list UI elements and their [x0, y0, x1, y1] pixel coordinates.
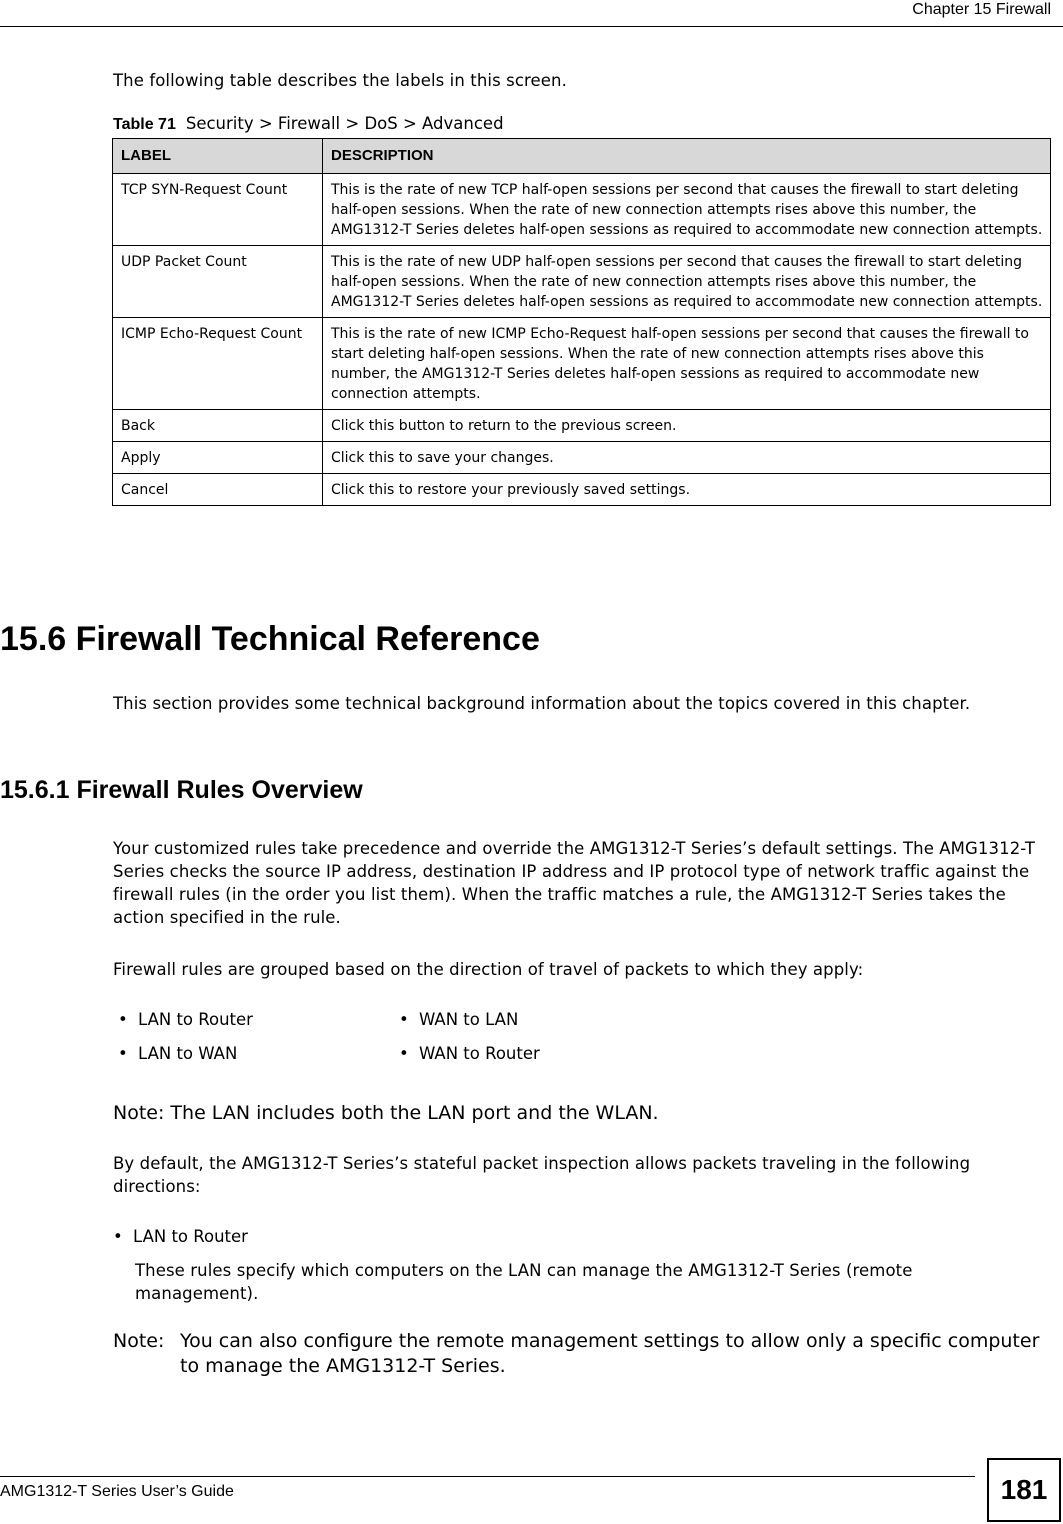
- direction-item: • WAN to LAN: [399, 1008, 518, 1031]
- note-remote-management: [113, 1329, 1048, 1379]
- page-number: 181: [987, 1458, 1061, 1522]
- row-description: This is the rate of new ICMP Echo-Request half-open sessions per second that causes the firewall to start deleting half-open sessions. When the rate of new connection attempts rises above this number, the AMG1312-T Series deletes half-open sessions as required to accommodate new connection attempts.: [323, 318, 1051, 410]
- row-label: ICMP Echo-Request Count: [113, 318, 323, 410]
- row-description: Click this to save your changes.: [323, 442, 1051, 474]
- row-label: TCP SYN-Request Count: [113, 174, 323, 246]
- table-row: [113, 318, 1051, 410]
- note-lan: Note: The LAN includes both the LAN port and the WLAN.: [113, 1102, 659, 1124]
- default-direction-item: • LAN to Router: [113, 1225, 248, 1248]
- section-heading: 15.6 Firewall Technical Reference: [0, 620, 540, 658]
- direction-item: • LAN to WAN: [118, 1042, 237, 1065]
- note-prefix: Note:: [113, 1330, 165, 1352]
- table-title: Security > Firewall > DoS > Advanced: [185, 114, 504, 133]
- table-row: [113, 474, 1051, 506]
- table-row: [113, 174, 1051, 246]
- row-description: Click this to restore your previously saved settings.: [323, 474, 1051, 506]
- table-row: [113, 442, 1051, 474]
- grouping-paragraph: Firewall rules are grouped based on the direction of travel of packets to which they apply:: [113, 960, 864, 979]
- footer-divider: [0, 1476, 975, 1477]
- row-label: Back: [113, 410, 323, 442]
- rules-paragraph: Your customized rules take precedence and override the AMG1312-T Series’s default settings. The AMG1312-T Series checks the source IP address, destination IP address and IP protocol type of network traffic against the firewall rules (in the order you list them). When the traffic matches a rule, the AMG1312-T Series takes the action specified in the rule.: [113, 839, 1036, 927]
- table-number: Table 71: [113, 116, 176, 133]
- header-divider: [0, 26, 1063, 27]
- default-direction-description: These rules specify which computers on the LAN can manage the AMG1312-T Series (remote management).: [135, 1261, 913, 1303]
- row-label: Cancel: [113, 474, 323, 506]
- default-paragraph: By default, the AMG1312-T Series’s stateful packet inspection allows packets traveling in the following directions:: [113, 1154, 971, 1196]
- table-row: [113, 246, 1051, 318]
- row-label: Apply: [113, 442, 323, 474]
- intro-text: The following table describes the labels in this screen.: [113, 71, 567, 90]
- column-header-label: LABEL: [113, 139, 323, 174]
- chapter-header: Chapter 15 Firewall: [912, 1, 1051, 18]
- table-caption: [113, 114, 504, 135]
- subsection-heading: 15.6.1 Firewall Rules Overview: [0, 776, 363, 804]
- row-description: This is the rate of new UDP half-open sessions per second that causes the firewall to start deleting half-open sessions. When the rate of new connection attempts rises above this number, the AMG1312-T Series deletes half-open sessions as required to accommodate new connection attempts.: [323, 246, 1051, 318]
- section-intro: This section provides some technical background information about the topics covered in this chapter.: [113, 694, 971, 713]
- row-description: Click this button to return to the previous screen.: [323, 410, 1051, 442]
- table-header-row: [113, 139, 1051, 174]
- direction-item: • WAN to Router: [399, 1042, 540, 1065]
- row-description: This is the rate of new TCP half-open sessions per second that causes the firewall to start deleting half-open sessions. When the rate of new connection attempts rises above this number, the AMG1312-T Series deletes half-open sessions as required to accommodate new connection attempts.: [323, 174, 1051, 246]
- column-header-description: DESCRIPTION: [323, 139, 1051, 174]
- direction-item: • LAN to Router: [118, 1008, 253, 1031]
- labels-table: [112, 138, 1051, 506]
- guide-title: AMG1312-T Series User’s Guide: [0, 1483, 234, 1500]
- row-label: UDP Packet Count: [113, 246, 323, 318]
- note-text: You can also configure the remote management settings to allow only a specific computer to manage the AMG1312-T Series.: [180, 1330, 1040, 1377]
- table-row: [113, 410, 1051, 442]
